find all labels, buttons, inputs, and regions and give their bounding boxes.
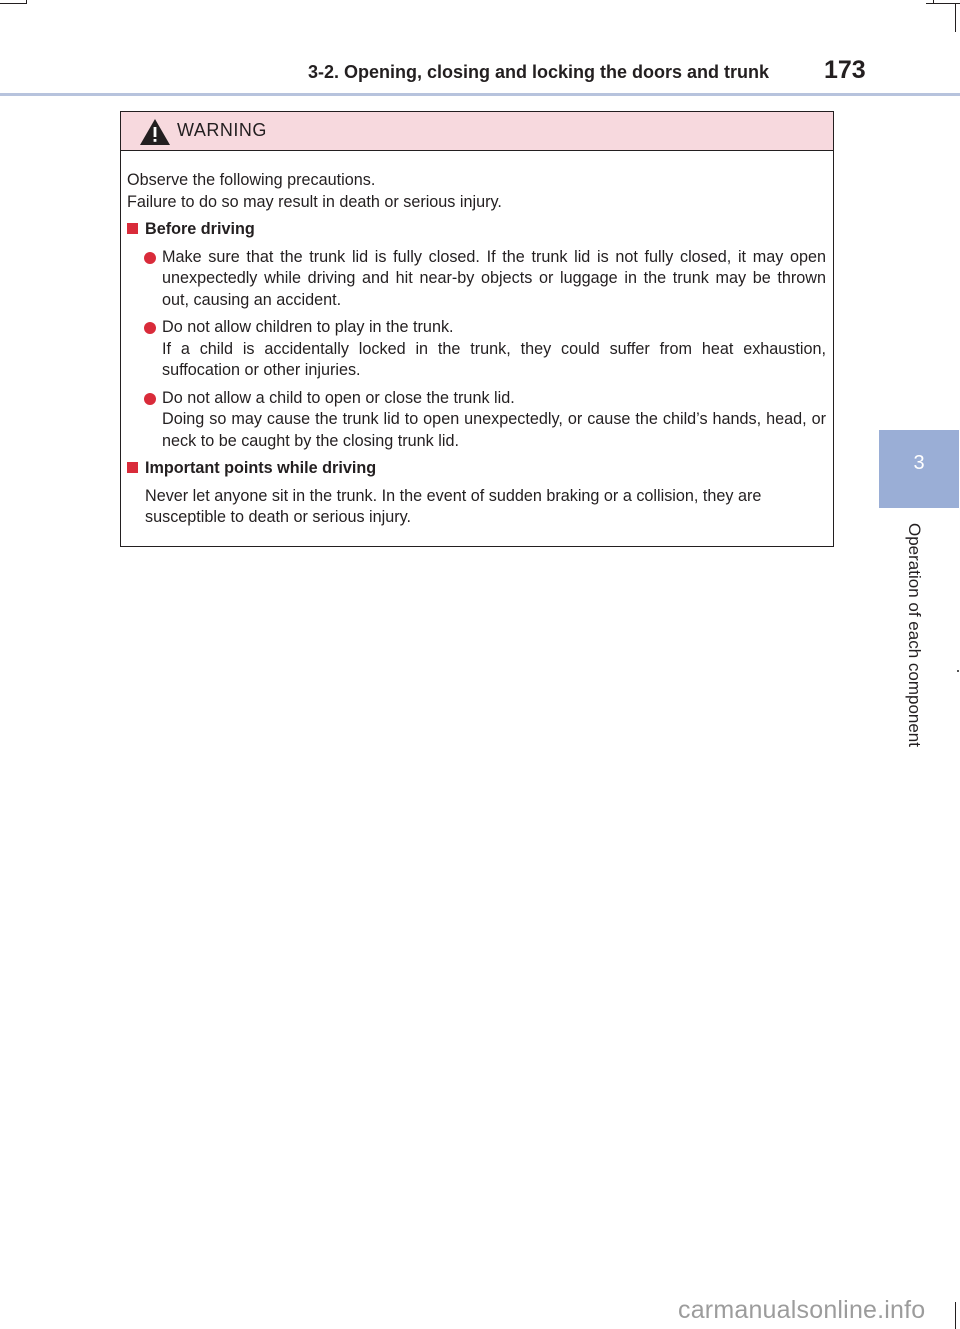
bullet-item	[127, 247, 826, 312]
warning-body	[121, 151, 833, 529]
bullet-text: Do not allow a child to open or close the trunk lid.	[162, 388, 515, 407]
section-text: Never let anyone sit in the trunk. In the event of sudden braking or a collision, they are susceptible to death or serious injury.	[145, 486, 762, 526]
page-number: 173	[824, 56, 866, 84]
section-heading: Before driving	[127, 219, 826, 241]
square-bullet-icon	[127, 462, 138, 473]
warning-header	[121, 112, 833, 151]
chapter-number: 3	[913, 452, 925, 474]
section-heading: Important points while driving	[127, 458, 826, 480]
chapter-tab	[879, 430, 959, 508]
bullet-text: Make sure that the trunk lid is fully closed. If the trunk lid is not fully closed, it may open unexpectedly while driving and hit near-by objects or luggage in the trunk may be thrown out, causing an accident.	[162, 247, 826, 309]
intro-line: Failure to do so may result in death or serious injury.	[127, 192, 502, 211]
crop-mark-bottom-right	[955, 1302, 956, 1329]
bullet-text: Do not allow children to play in the trunk.	[162, 318, 454, 336]
watermark-text: carmanualsonline.info	[678, 1296, 926, 1324]
round-bullet-icon	[144, 252, 156, 264]
crop-mark-top-left-h	[0, 3, 27, 4]
bullet-text: Doing so may cause the trunk lid to open unexpectedly, or cause the child’s hands, head, or neck to be caught by the closing trunk lid.	[162, 410, 826, 450]
chapter-label: Operation of each component	[905, 523, 924, 747]
bullet-item	[127, 388, 826, 453]
crop-mark-right-v	[955, 4, 956, 32]
bullet-item	[127, 317, 826, 382]
warning-triangle-icon	[139, 118, 171, 151]
round-bullet-icon	[144, 322, 156, 334]
warning-title: WARNING	[177, 120, 267, 140]
warning-box	[120, 111, 834, 547]
header-rule	[0, 93, 960, 96]
bullet-text: If a child is accidentally locked in the trunk, they could suffer from heat exhaustion, suffocation or other injuries.	[162, 339, 826, 379]
round-bullet-icon	[144, 393, 156, 405]
margin-dot	[957, 670, 959, 672]
section-title: 3-2. Opening, closing and locking the doors and trunk	[308, 62, 770, 82]
square-bullet-icon	[127, 223, 138, 234]
intro-line: Observe the following precautions.	[127, 171, 376, 189]
